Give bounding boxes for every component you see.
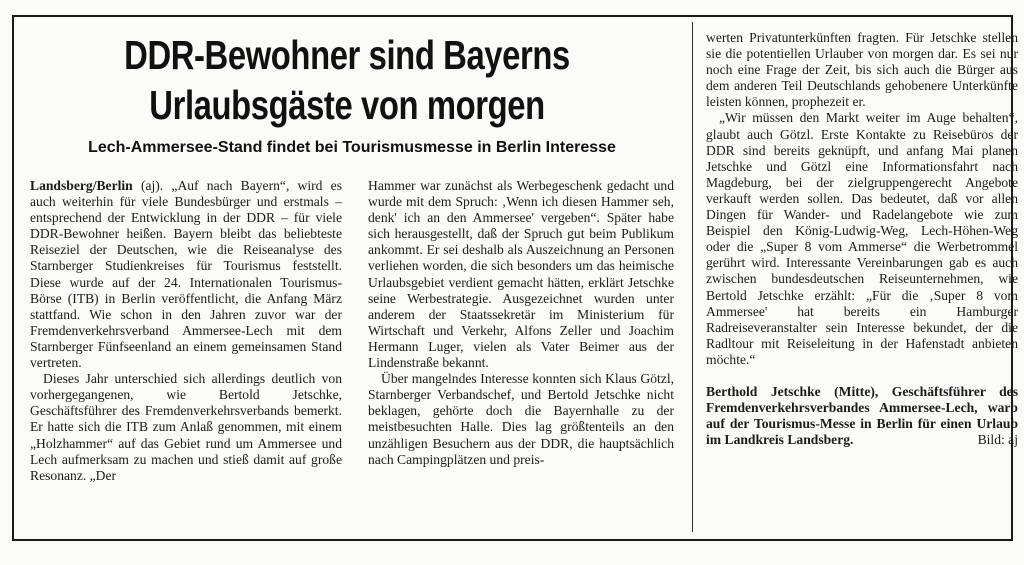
article-column-1 — [30, 178, 342, 484]
paragraph: „Wir müssen den Markt weiter im Auge behalten“, glaubt auch Götzl. Erste Kontakte zu Reisebüros der DDR sind bereits geknüpft, und anfang Mai planen Jetschke und Götzl eine Informationsfahrt nach Magdeburg, bei der zielgruppengerecht Angebote verkauft werden sollen. Das bedeutet, daß vor allen Dingen für Wander- und Radelangebote wie zum Beispiel den König-Ludwig-Weg, Lech-Höhen-Weg oder die „Super 8 vom Ammerse“ die Werbetrommel gerührt wird. Interessante Vereinbarungen gab es auch zwischen bundesdeutschen Reiseunternehmen, wie Bertold Jetschke erzählt: „Für die ‚Super 8 vom Ammersee' hat bereits ein Hamburger Radreiseveranstalter sein Interesse bekundet, der die Radltour mit Reiseleitung in der Hafenstadt anbieten möchte.“ — [706, 110, 1018, 367]
headline — [87, 30, 607, 130]
article-column-3 — [706, 30, 1018, 448]
headline-line-1: DDR-Bewohner sind Bayerns — [124, 32, 570, 78]
paragraph: werten Privatunterkünften fragten. Für Jetschke stellen sie die potentiellen Urlauber von morgen dar. Es sei nur noch eine Frage der Zeit, bis sich auch die Bürger aus dem anderen Teil Deutschlands gehobenere Unterkünfte leisten können, prophezeit er. — [706, 30, 1018, 110]
photo-caption — [706, 384, 1018, 448]
column-divider — [692, 22, 693, 532]
paragraph-text: (aj). „Auf nach Bayern“, wird es auch weiterhin für viele Bundesbürger und erstmals – entsprechend der Entwicklung in der DDR – für viele DDR-Bewohner heißen. Bayern bleibt das beliebteste Reiseziel der Deutschen, wie die Reiseanalyse des Starnberger Studienkreises für Tourismus feststellt. Diese wurde auf der 24. Internationalen Tourismus-Börse (ITB) in Berlin veröffentlicht, die Anfang März stattfand. Wie schon in den Jahren zuvor war der Fremdenverkehrsverband Ammersee-Lech mit dem Starnberger Fünfseenland an einem gemeinsamen Stand vertreten. — [30, 178, 342, 371]
photo-credit: Bild: aj — [977, 432, 1018, 448]
paragraph: Dieses Jahr unterschied sich allerdings deutlich von vorhergegangenen, wie Bertold Jetschke, Geschäftsführer des Fremdenverkehrsverbands bemerkt. Er hatte sich die ITB zum Anlaß genommen, mit einem „Holzhammer“ auf das Gebiet rund um Ammersee und Lech aufmerksam zu machen und stieß damit auf große Resonanz. „Der — [30, 371, 342, 483]
headline-line-2: Urlaubsgäste von morgen — [149, 82, 545, 128]
paragraph: Über mangelndes Interesse konnten sich Klaus Götzl, Starnberger Verbandschef, und Bertold Jetschke nicht beklagen, gehörte doch die Bayernhalle zu der meistbesuchten Halle. Dies lag größtenteils an den unzähligen Besuchern aus der DDR, die hauptsächlich nach Campingplätzen und preis- — [368, 371, 674, 467]
paragraph — [30, 178, 342, 371]
byline: Landsberg/Berlin — [30, 178, 133, 193]
caption-text: Berthold Jetschke (Mitte), Geschäftsführer des Fremdenverkehrsverbandes Ammersee-Lech, warb auf der Tourismus-Messe in Berlin für einen Urlaub im Landkreis Landsberg. — [706, 383, 1018, 448]
subheadline: Lech-Ammersee-Stand findet bei Tourismusmesse in Berlin Interesse — [88, 139, 616, 156]
article-column-2 — [368, 178, 674, 468]
paragraph: Hammer war zunächst als Werbegeschenk gedacht und wurde mit dem Spruch: ‚Wenn ich diesen Hammer seh, denk' ich an den Ammersee' vergeben“. Später habe sich herausgestellt, daß der Spruch gut beim Publikum ankommt. Er sei deshalb als Auszeichnung an Personen verliehen worden, die sich besonders um das heimische Urlaubsgebiet verdient gemacht hätten, erklärt Jetschke seine Werbestrategie. Ausgezeichnet wurden unter anderem der Staatssekretär im Ministerium für Wirtschaft und Verkehr, Alfons Zeller und Joachim Hermann Luger, vielen als Vater Beimer aus der Lindenstraße bekannt. — [368, 178, 674, 371]
